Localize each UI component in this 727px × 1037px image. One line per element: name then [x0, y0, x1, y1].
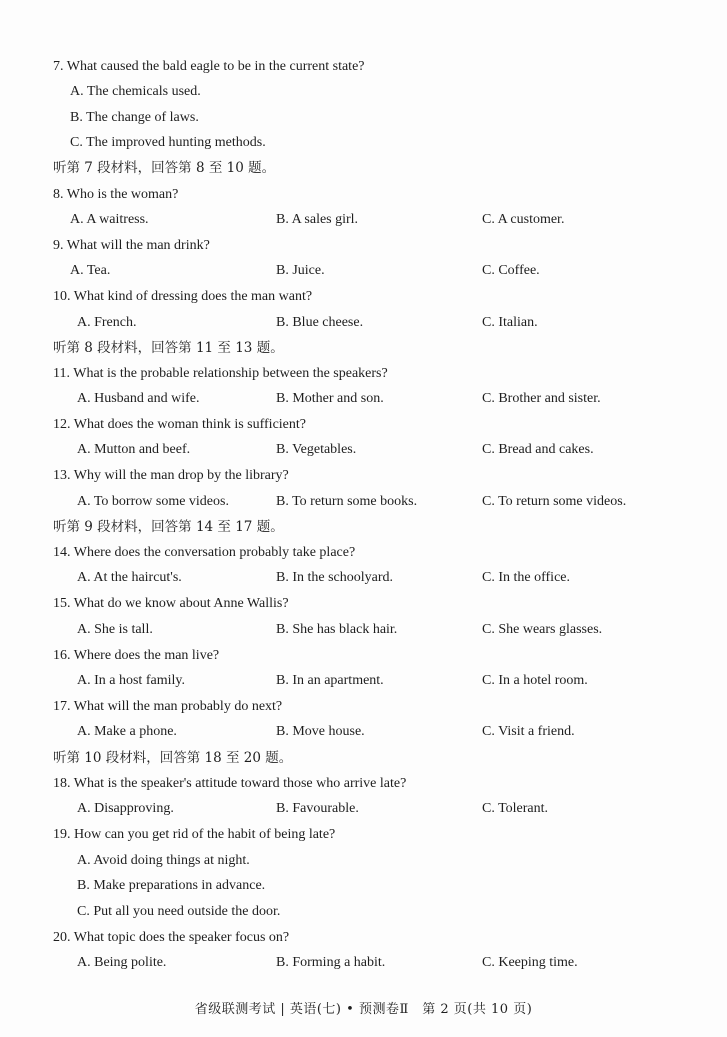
question-20-option-b: B. Forming a habit.: [276, 955, 386, 970]
question-20: 20. What topic does the speaker focus on?: [53, 930, 290, 945]
question-7: 7. What caused the bald eagle to be in the current state?: [53, 59, 365, 74]
question-13-option-b: B. To return some books.: [276, 494, 418, 509]
question-13-option-c: C. To return some videos.: [482, 494, 627, 509]
question-17: 17. What will the man probably do next?: [53, 699, 283, 714]
question-18-option-c: C. Tolerant.: [482, 801, 549, 816]
question-16-option-a: A. In a host family.: [77, 673, 185, 688]
question-16: 16. Where does the man live?: [53, 648, 220, 663]
question-8-option-b: B. A sales girl.: [276, 212, 359, 227]
question-9: 9. What will the man drink?: [53, 238, 210, 253]
question-19-option-b: B. Make preparations in advance.: [77, 878, 266, 893]
question-11-option-b: B. Mother and son.: [276, 391, 384, 406]
question-12-option-b: B. Vegetables.: [276, 442, 357, 457]
question-11: 11. What is the probable relationship between the speakers?: [53, 366, 388, 381]
question-12-option-a: A. Mutton and beef.: [77, 442, 191, 457]
question-13: 13. Why will the man drop by the library?: [53, 468, 289, 483]
question-19-option-c: C. Put all you need outside the door.: [77, 904, 281, 919]
page-footer: 省级联测考试 | 英语(七) • 预测卷Ⅱ 第 2 页(共 10 页): [194, 1002, 533, 1017]
question-9-option-c: C. Coffee.: [482, 263, 540, 278]
question-11-option-c: C. Brother and sister.: [482, 391, 601, 406]
question-20-option-c: C. Keeping time.: [482, 955, 578, 970]
question-10-option-b: B. Blue cheese.: [276, 315, 364, 330]
question-19: 19. How can you get rid of the habit of being late?: [53, 827, 336, 842]
question-8: 8. Who is the woman?: [53, 187, 179, 202]
question-14-option-c: C. In the office.: [482, 570, 570, 585]
section-instruction-10: 听第 10 段材料，回答第 18 至 20 题。: [53, 750, 293, 766]
question-14-option-a: A. At the haircut's.: [77, 570, 182, 585]
question-13-option-a: A. To borrow some videos.: [77, 494, 229, 509]
section-instruction-8: 听第 8 段材料，回答第 11 至 13 题。: [53, 340, 284, 356]
question-10: 10. What kind of dressing does the man want?: [53, 289, 313, 304]
question-8-option-c: C. A customer.: [482, 212, 565, 227]
question-12-option-c: C. Bread and cakes.: [482, 442, 594, 457]
question-8-option-a: A. A waitress.: [70, 212, 149, 227]
question-18: 18. What is the speaker's attitude toward those who arrive late?: [53, 776, 407, 791]
question-9-option-a: A. Tea.: [70, 263, 111, 278]
question-7-option-a: A. The chemicals used.: [70, 84, 201, 99]
question-11-option-a: A. Husband and wife.: [77, 391, 200, 406]
question-19-option-a: A. Avoid doing things at night.: [77, 853, 250, 868]
question-7-option-c: C. The improved hunting methods.: [70, 135, 266, 150]
question-15-option-b: B. She has black hair.: [276, 622, 398, 637]
question-9-option-b: B. Juice.: [276, 263, 325, 278]
section-instruction-9: 听第 9 段材料，回答第 14 至 17 题。: [53, 519, 284, 535]
question-18-option-b: B. Favourable.: [276, 801, 359, 816]
question-10-option-c: C. Italian.: [482, 315, 538, 330]
section-instruction-7: 听第 7 段材料，回答第 8 至 10 题。: [53, 160, 276, 176]
question-12: 12. What does the woman think is sufficient?: [53, 417, 306, 432]
question-10-option-a: A. French.: [77, 315, 137, 330]
question-17-option-c: C. Visit a friend.: [482, 724, 575, 739]
question-15-option-a: A. She is tall.: [77, 622, 153, 637]
question-7-option-b: B. The change of laws.: [70, 110, 199, 125]
question-14-option-b: B. In the schoolyard.: [276, 570, 394, 585]
question-15-option-c: C. She wears glasses.: [482, 622, 603, 637]
question-18-option-a: A. Disapproving.: [77, 801, 174, 816]
question-15: 15. What do we know about Anne Wallis?: [53, 596, 289, 611]
question-14: 14. Where does the conversation probably take place?: [53, 545, 356, 560]
question-16-option-c: C. In a hotel room.: [482, 673, 588, 688]
question-17-option-a: A. Make a phone.: [77, 724, 177, 739]
question-17-option-b: B. Move house.: [276, 724, 365, 739]
question-20-option-a: A. Being polite.: [77, 955, 167, 970]
question-16-option-b: B. In an apartment.: [276, 673, 384, 688]
